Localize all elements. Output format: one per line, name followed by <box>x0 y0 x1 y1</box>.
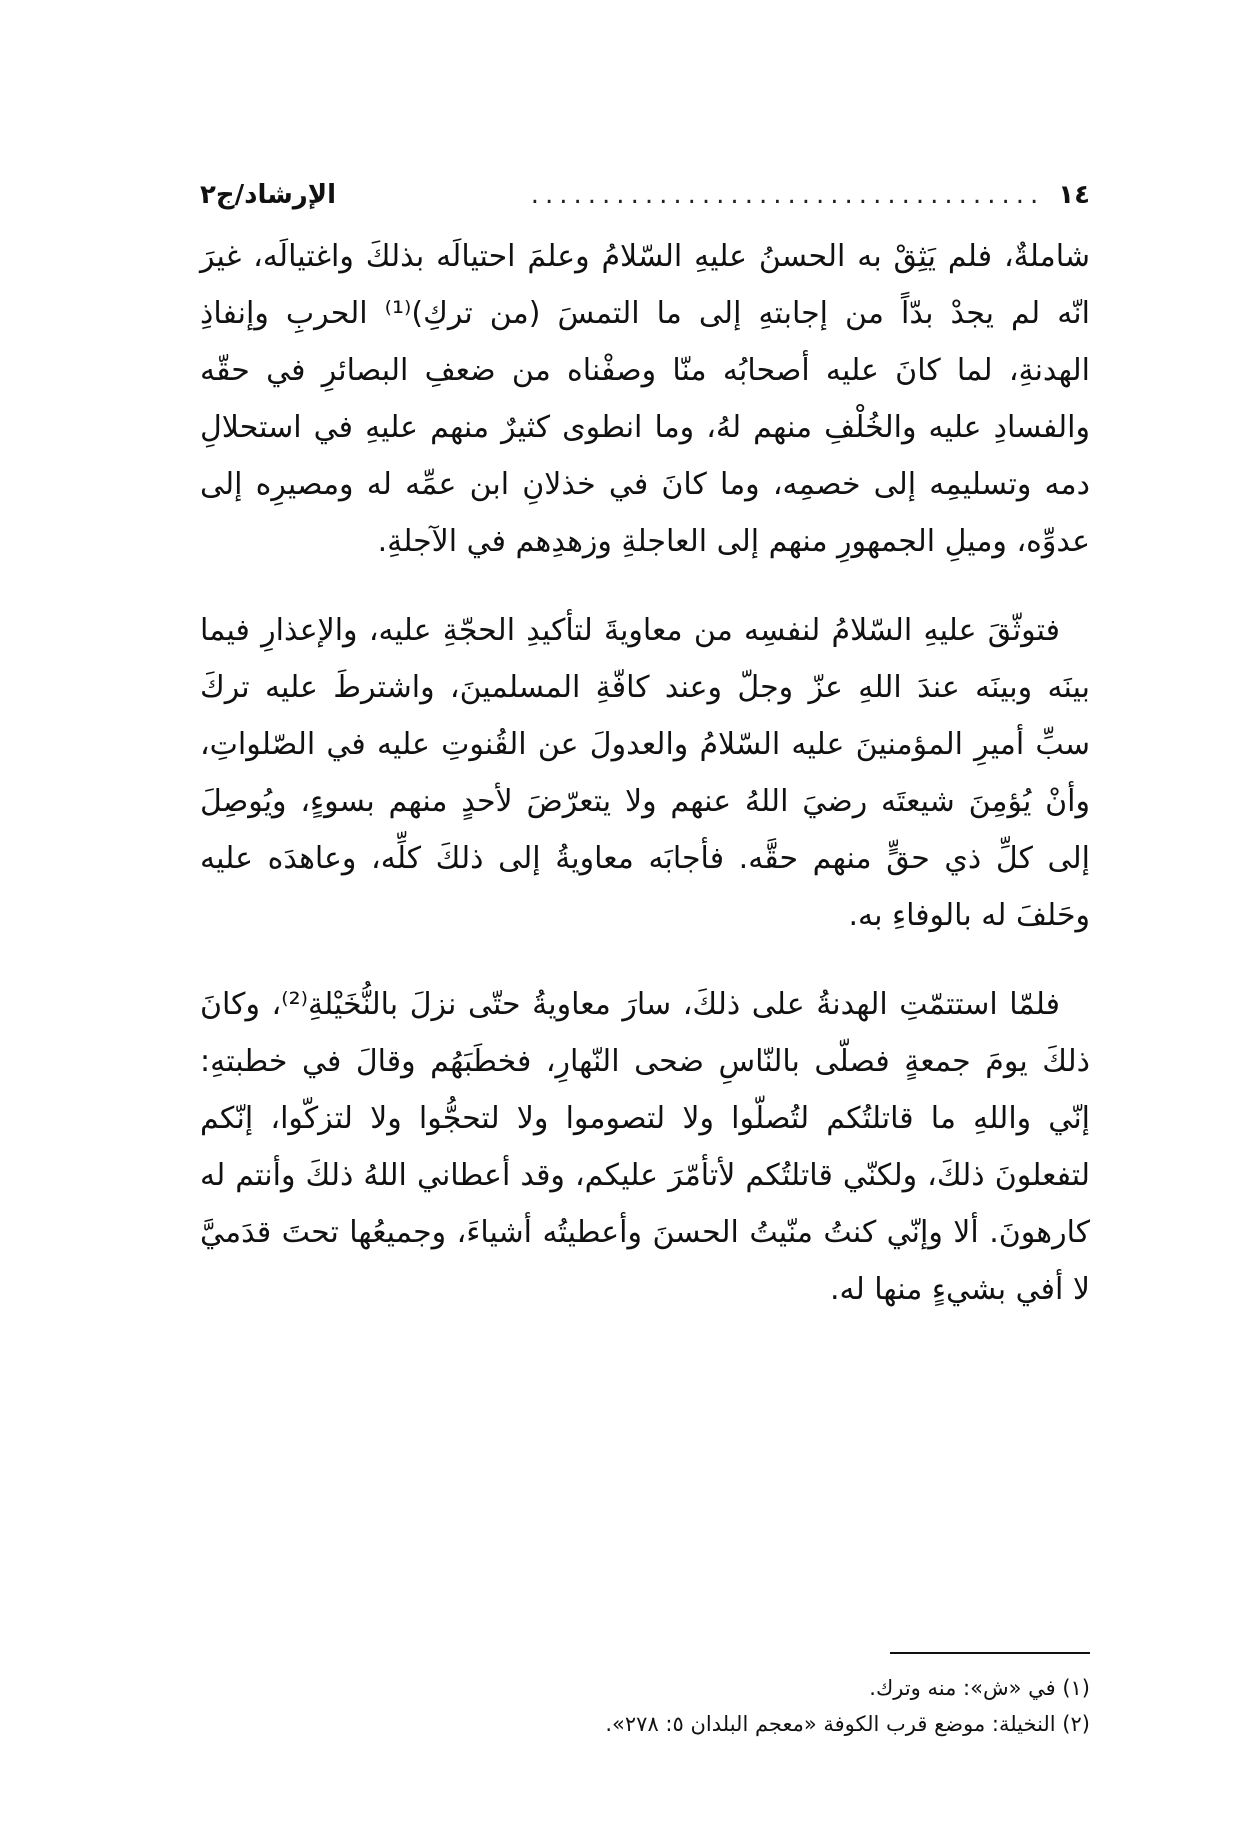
footnotes <box>200 1670 1090 1742</box>
main-text <box>200 228 1090 1318</box>
running-title: الإرشاد/ج٢ <box>200 180 337 210</box>
paragraph: شاملةٌ، فلم يَثِقْ به الحسنُ عليهِ السّلامُ وعلمَ احتيالَه بذلكَ واغتيالَه، غيرَ انّه لم يجدْ بدّاً من إجابتهِ إلى ما التمسَ (من تركِ)⁽¹⁾ الحربِ وإنفاذِ الهدنةِ، لما كانَ عليه أصحابُه منّا وصفْناه من ضعفِ البصائرِ في حقّه والفسادِ عليه والخُلْفِ منهم لهُ، وما انطوى كثيرٌ منهم عليهِ في استحلالِ دمه وتسليمِه إلى خصمِه، وما كانَ في خذلانِ ابن عمِّه له ومصيرِه إلى عدوِّه، وميلِ الجمهورِ منهم إلى العاجلةِ وزهدِهم في الآجلةِ. <box>200 239 1090 559</box>
footnote: (١) في «ش»: منه وترك. <box>869 1676 1090 1700</box>
footnote-separator <box>890 1652 1090 1654</box>
footnote: (٢) النخيلة: موضع قرب الكوفة «معجم البلدان ٥: ٢٧٨». <box>605 1712 1090 1736</box>
paragraph: فتوثّقَ عليهِ السّلامُ لنفسِه من معاويةَ لتأكيدِ الحجّةِ عليه، والإعذارِ فيما بينَه وبينَه عندَ اللهِ عزّ وجلّ وعند كافّةِ المسلمينَ، واشترطَ عليه تركَ سبِّ أميرِ المؤمنينَ عليه السّلامُ والعدولَ عن القُنوتِ عليه في الصّلواتِ، وأنْ يُؤمِنَ شيعتَه رضيَ اللهُ عنهم ولا يتعرّضَ لأحدٍ منهم بسوءٍ، ويُوصِلَ إلى كلِّ ذي حقٍّ منهم حقَّه. فأجابَه معاويةُ إلى ذلكَ كلِّه، وعاهدَه عليه وحَلفَ له بالوفاءِ به. <box>200 613 1090 933</box>
page-number: ١٤ <box>1058 180 1090 210</box>
page-header <box>200 175 1090 215</box>
paragraph: فلمّا استتمّتِ الهدنةُ على ذلكَ، سارَ معاويةُ حتّى نزلَ بالنُّخَيْلةِ⁽²⁾، وكانَ ذلكَ يومَ جمعةٍ فصلّى بالنّاسِ ضحى النّهارِ، فخطَبَهُم وقالَ في خطبتهِ: إنّي واللهِ ما قاتلتُكم لتُصلّوا ولا لتصوموا ولا لتحجُّوا ولا لتزكّوا، إنّكم لتفعلونَ ذلكَ، ولكنّي قاتلتُكم لأتأمّرَ عليكم، وقد أعطاني اللهُ ذلكَ وأنتم له كارهونَ. ألا وإنّي كنتُ منّيتُ الحسنَ وأعطيتُه أشياءَ، وجميعُها تحتَ قدَميَّ لا أفي بشيءٍ منها له. <box>200 987 1090 1307</box>
header-leader-dots: .................................... <box>530 180 1045 210</box>
